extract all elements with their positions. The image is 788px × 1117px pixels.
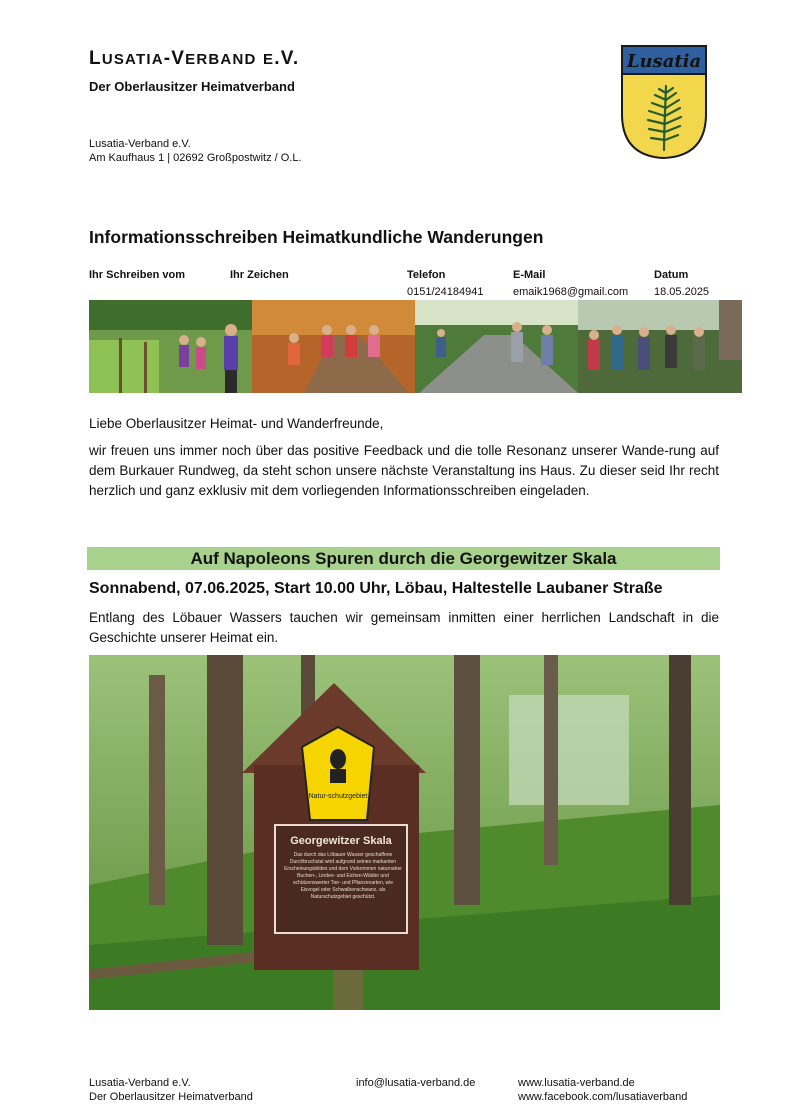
event-date-line: Sonnabend, 07.06.2025, Start 10.00 Uhr, Löbau, Haltestelle Laubaner Straße (89, 580, 663, 597)
plaque-title: Georgewitzer Skala (290, 835, 392, 847)
sender-line-2: Am Kaufhaus 1 | 02692 Großpostwitz / O.L. (89, 152, 302, 164)
org-name: LUSATIA-VERBAND E.V. (89, 48, 300, 69)
date-value: 18.05.2025 (654, 286, 710, 298)
event-title: Auf Napoleons Spuren durch die Georgewitzer Skala (190, 549, 617, 568)
phone-value: 0151/24184941 (407, 286, 484, 298)
label-your-ref: Ihr Zeichen (230, 269, 289, 281)
hiking-photo-3 (415, 300, 578, 393)
hiking-photo-1 (89, 300, 252, 393)
label-your-letter: Ihr Schreiben vom (89, 269, 185, 281)
footer-org-name: Lusatia-Verband e.V. (89, 1077, 191, 1089)
intro-paragraph: wir freuen uns immer noch über das positive Feedback und die tolle Resonanz unserer Wande-rung auf dem Burkauer Rundweg, da steht schon unsere nächste Veranstaltung ins Haus. Zu dieser seid Ihr recht herzlich und ganz exklusiv mit dem vorliegenden Informationsschreiben eingeladen. (89, 443, 719, 498)
document-title: Informationsschreiben Heimatkundliche Wanderungen (89, 227, 544, 247)
logo-text: Lusatia (626, 51, 702, 72)
nature-reserve-photo (89, 655, 720, 1010)
lusatia-logo (620, 44, 708, 160)
reserve-badge-text: Natur-schutzgebiet (308, 793, 368, 800)
sender-line-1: Lusatia-Verband e.V. (89, 138, 191, 150)
footer-website-link[interactable]: www.lusatia-verband.de (518, 1077, 635, 1089)
label-date: Datum (654, 269, 689, 281)
event-description: Entlang des Löbauer Wassers tauchen wir gemeinsam inmitten einer herrlichen Landschaft in die Geschichte unserer Heimat ein. (89, 610, 719, 645)
label-email: E-Mail (513, 269, 546, 281)
footer-email-link[interactable]: info@lusatia-verband.de (356, 1077, 476, 1089)
email-value: emaik1968@gmail.com (513, 286, 629, 298)
hiking-photo-strip (89, 300, 742, 393)
greeting: Liebe Oberlausitzer Heimat- und Wanderfreunde, (89, 416, 384, 431)
plaque-text: Das durch das Löbauer Wasser geschaffene Durchbruchstal wird aufgrund seines markanten Erscheinungsbildes und dem Vorkommen naturnaher Buchen-, Linden- und Eichen-Wälder und schützenswerter Tier- und Pflanzenarten, wie Eisvogel oder Schwalbenschwanz, als Naturschutzgebiet geschützt. (284, 852, 402, 900)
org-subtitle: Der Oberlausitzer Heimatverband (89, 79, 295, 94)
label-phone: Telefon (407, 269, 446, 281)
footer-org-subtitle: Der Oberlausitzer Heimatverband (89, 1091, 253, 1103)
hiking-photo-4 (578, 300, 742, 393)
footer-facebook-link[interactable]: www.facebook.com/lusatiaverband (518, 1091, 688, 1103)
hiking-photo-2 (252, 300, 415, 393)
